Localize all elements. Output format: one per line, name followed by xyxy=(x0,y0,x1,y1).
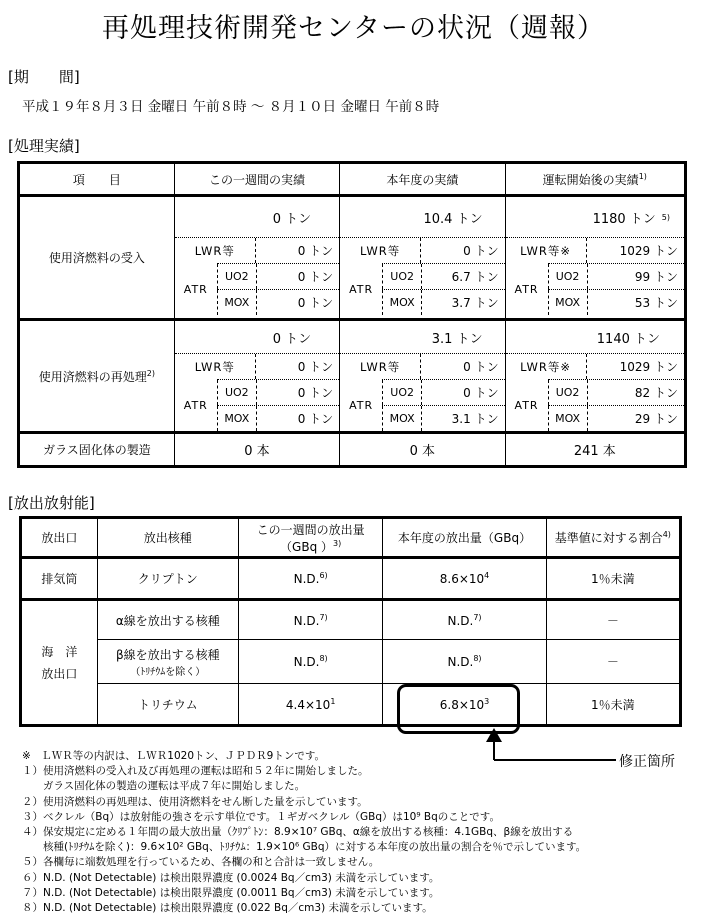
alpha-nuclide: α線を放出する核種 xyxy=(97,600,238,640)
note-line: ６）N.D. (Not Detectable) は検出限界濃度 (0.0024 Bq／cm3) 未満を示しています。 xyxy=(22,871,440,884)
processing-heading: [処理実績] xyxy=(8,137,80,155)
exhaust-nuclide: クリプトン xyxy=(97,558,238,600)
note-line: ３）ベクレル（Bq）は放射能の強さを示す単位です。１ギガベクレル（GBq）は10⁹ Bqのことです。 xyxy=(22,810,500,823)
note-line: ２）使用済燃料の再処理は、使用済燃料をせん断した量を示しています。 xyxy=(22,795,368,808)
note-line: ８）N.D. (Not Detectable) は検出限界濃度 (0.022 Bq／cm3) 未満を示しています。 xyxy=(22,902,433,915)
glass-year: 0 本 xyxy=(340,433,505,467)
header-year: 本年度の実績 xyxy=(340,163,505,196)
note-line: 核種(ﾄﾘﾁｳﾑを除く)：9.6×10² GBq、ﾄﾘﾁｳﾑ：1.9×10⁶ GBq）に対する本年度の放出量の割合を％で示しています。 xyxy=(22,841,587,854)
beta-nuclide: β線を放出する核種 （ﾄﾘﾁｳﾑを除く） xyxy=(97,640,238,684)
tritium-year: $6.8\times 10^3$ xyxy=(383,684,546,726)
header-nuclide: 放出核種 xyxy=(97,518,238,558)
note-line: ４）保安規定に定める１年間の最大放出量（ｸﾘﾌﾟﾄﾝ：8.9×10⁷ GBq、α線を放出する核種：4.1GBq、β線を放出する xyxy=(22,826,574,839)
beta-week: N.D.$^{8)}$ xyxy=(238,640,382,684)
note-line: ５）各欄毎に端数処理を行っているため、各欄の和と合計は一致しません。 xyxy=(22,856,380,869)
release-table xyxy=(19,516,682,727)
correction-highlight-box xyxy=(397,684,520,734)
reprocess-year-cell: 3.1 トン LWR等 0 トン ATR UO2 0 トン MOX 3.1 トン xyxy=(340,320,505,433)
glass-week: 0 本 xyxy=(174,433,339,467)
note-line: ガラス固化体の製造の運転は平成７年に開始しました。 xyxy=(22,780,306,793)
exhaust-week: N.D.$^{6)}$ xyxy=(238,558,382,600)
header-ratio: 基準値に対する割合$^{4)}$ xyxy=(546,518,680,558)
processing-table xyxy=(17,161,687,468)
header-week-release: この一週間の放出量（GBq ）$^{3)}$ xyxy=(238,518,382,558)
header-year-release: 本年度の放出量（GBq） xyxy=(383,518,546,558)
release-heading: [放出放射能] xyxy=(8,494,95,512)
period-text: 平成１９年８月３日 金曜日 午前８時 ～ ８月１０日 金曜日 午前８時 xyxy=(22,99,440,115)
header-total: 運転開始後の実績$^{1)}$ xyxy=(505,163,685,196)
period-heading: [期 間] xyxy=(8,68,80,86)
alpha-week: N.D.$^{7)}$ xyxy=(238,600,382,640)
notes xyxy=(22,749,586,916)
receive-total-cell: 1180 トン 5) LWR等※ 1029 トン ATR UO2 99 トン MOX 53 トン xyxy=(505,196,685,320)
reprocess-total-cell: 1140 トン LWR等※ 1029 トン ATR UO2 82 トン MOX 29 トン xyxy=(505,320,685,433)
exhaust-outlet: 排気筒 xyxy=(21,558,98,600)
glass-label: ガラス固化体の製造 xyxy=(19,433,175,467)
beta-year: N.D.$^{8)}$ xyxy=(383,640,546,684)
note-line: １）使用済燃料の受入れ及び再処理の運転は昭和５２年に開始しました。 xyxy=(22,765,369,778)
reprocess-label: 使用済燃料の再処理$^{2)}$ xyxy=(19,320,175,433)
header-item: 項 目 xyxy=(19,163,175,196)
reprocess-week-cell: 0 トン LWR等 0 トン ATR UO2 0 トン MOX 0 トン xyxy=(174,320,339,433)
glass-total: 241 本 xyxy=(505,433,685,467)
alpha-year: N.D.$^{7)}$ xyxy=(383,600,546,640)
tritium-nuclide: トリチウム xyxy=(97,684,238,726)
tritium-week: $4.4\times 10^1$ xyxy=(238,684,382,726)
alpha-ratio: － xyxy=(546,600,680,640)
receive-label: 使用済燃料の受入 xyxy=(19,196,175,320)
note-line: ※ ＬＷＲ等の内訳は、ＬＷＲ1020トン、ＪＰＤＲ9トンです。 xyxy=(22,750,326,762)
correction-label: 修正箇所 xyxy=(619,754,675,770)
header-outlet: 放出口 xyxy=(21,518,98,558)
beta-ratio: － xyxy=(546,640,680,684)
receive-year-cell: 10.4 トン LWR等 0 トン ATR UO2 6.7 トン MOX 3.7 トン xyxy=(340,196,505,320)
receive-week-cell: 0 トン LWR等 0 トン ATR UO2 0 トン MOX 0 トン xyxy=(174,196,339,320)
page-title: 再処理技術開発センターの状況（週報） xyxy=(102,13,605,44)
note-line: ７）N.D. (Not Detectable) は検出限界濃度 (0.0011 Bq／cm3) 未満を示しています。 xyxy=(22,886,440,899)
sea-outlet: 海 洋 放出口 xyxy=(21,600,98,726)
exhaust-ratio: 1％未満 xyxy=(546,558,680,600)
header-week: この一週間の実績 xyxy=(174,163,339,196)
tritium-ratio: 1％未満 xyxy=(546,684,680,726)
exhaust-year: $8.6\times 10^4$ xyxy=(383,558,546,600)
